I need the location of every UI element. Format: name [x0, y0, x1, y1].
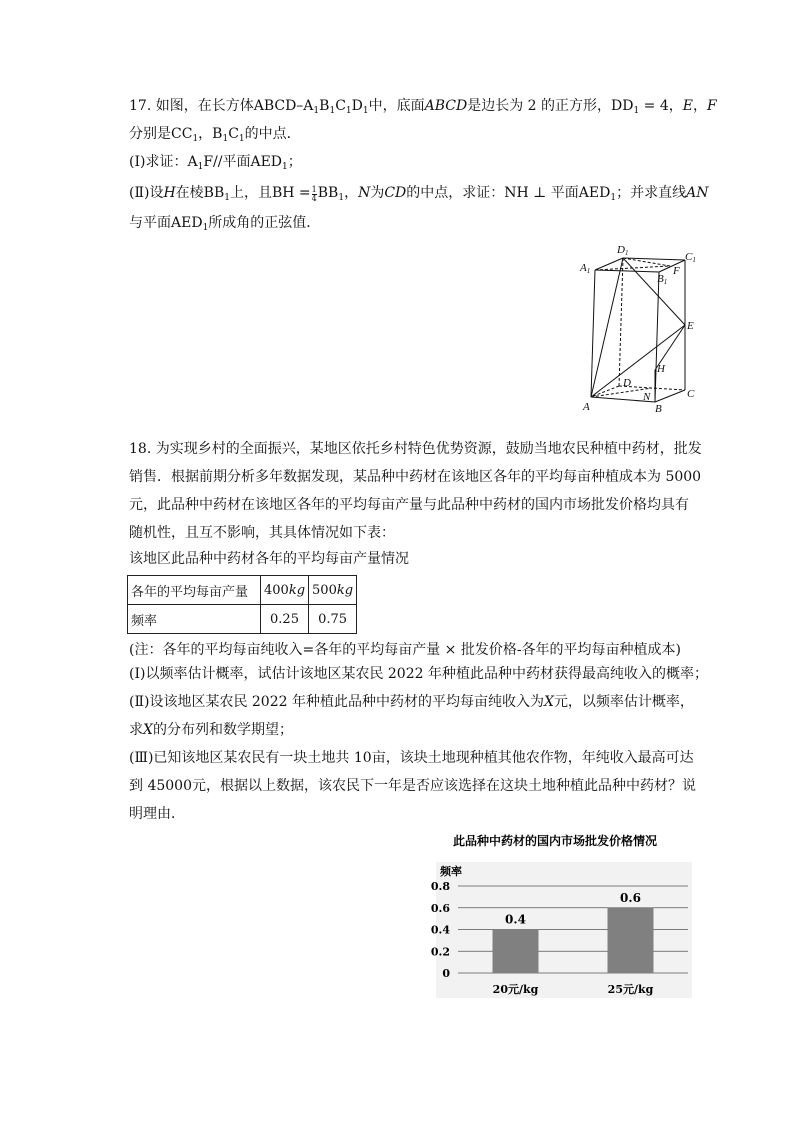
chart-y-tick-label: 0.8: [430, 880, 450, 893]
label-C1: C1: [685, 251, 696, 264]
table-cell: 0.75: [309, 605, 357, 634]
label-D1: D1: [617, 244, 629, 257]
table-row: [128, 576, 357, 605]
label-D: D: [623, 377, 631, 389]
q18-part-3-end: 明理由．: [129, 806, 185, 822]
chart-x-tick-label: 25元/kg: [607, 983, 654, 996]
table-cell: 0.25: [261, 605, 309, 634]
q17-part-2-cont: 与平面$AED_1$所成角的正弦值．: [129, 215, 321, 233]
label-N: N: [643, 391, 651, 403]
q18-line-2: 销售．根据前期分析多年数据发现，某品种中药材在该地区各年的平均每亩种植成本为 5000: [129, 469, 702, 485]
q17-line-2: 分别是$CC_1$，$B_1C_1$的中点．: [129, 126, 301, 144]
chart-x-tick-label: 20元/kg: [492, 983, 539, 996]
label-H: H: [657, 363, 665, 375]
label-E: E: [687, 320, 694, 332]
q18-table-caption: 该地区此品种中药材各年的平均每亩产量情况: [129, 551, 409, 567]
fraction-one-quarter: $\frac{1}{4}$: [311, 185, 317, 203]
table-header-cell: 400kg: [261, 576, 309, 605]
label-C: C: [687, 388, 695, 400]
q18-part-3: (Ⅲ)已知该地区某农民有一块土地共 10亩，该块土地现种植其他农作物，年纯收入最高可达: [129, 750, 694, 766]
yield-table: [127, 575, 357, 634]
chart-data-label: 0.4: [505, 912, 526, 927]
q18-line-3: 元，此品种中药材在该地区各年的平均每亩产量与此品种中药材的国内市场批发价格均具有: [129, 497, 689, 513]
chart-bar: [493, 930, 539, 974]
table-header-cell: 500kg: [309, 576, 357, 605]
price-bar-chart: [410, 828, 700, 1003]
chart-bar: [608, 908, 654, 973]
table-row: [128, 605, 357, 634]
q18-part-3-cont: 到 45000元，根据以上数据，该农民下一年是否应该选择在这块土地种植此品种中药材？说: [129, 778, 696, 794]
chart-y-tick-label: 0.4: [430, 923, 450, 937]
q17-part-2: (Ⅱ)设H在棱$BB_1$上，且BH = $\frac{1}{4}$ $BB_1$，N为CD的中点，求证：NH ⊥ 平面$AED_1$；并求直线AN: [129, 185, 709, 203]
chart-plot-bg: [436, 862, 692, 998]
q18-line-4: 随机性，且互不影响，其具体情况如下表：: [129, 525, 395, 541]
chart-y-label: 频率: [440, 865, 462, 878]
label-F: F: [673, 265, 680, 277]
chart-title: 此品种中药材的国内市场批发价格情况: [452, 834, 658, 848]
label-B: B: [655, 403, 662, 415]
table-cell: 频率: [128, 605, 261, 634]
q18-part-2-cont: 求X的分布列和数学期望；: [129, 722, 293, 738]
q18-part-2: (Ⅱ)设该地区某农民 2022 年种植此品种中药材的平均每亩纯收入为X元，以频率估计概率，: [129, 694, 694, 710]
q17-part-1: (Ⅰ)求证：$A_1F//$平面$AED_1$；: [129, 154, 302, 172]
label-A: A: [583, 401, 590, 413]
q18-part-1: (Ⅰ)以频率估计概率，试估计该地区某农民 2022 年种植此品种中药材获得最高纯收入的概率；: [129, 666, 708, 682]
label-A1: A1: [580, 262, 591, 275]
chart-data-label: 0.6: [620, 890, 641, 905]
chart-y-tick-label: 0.6: [430, 901, 450, 915]
q18-line-1: 18. 为实现乡村的全面振兴，某地区依托乡村特色优势资源，鼓励当地农民种植中药材，批发: [129, 441, 702, 457]
label-B1: B1: [657, 273, 668, 286]
chart-y-tick-label: 0: [442, 967, 450, 980]
chart-y-tick-label: 0.2: [430, 945, 450, 959]
table-header-cell: 各年的平均每亩产量: [128, 576, 261, 605]
q17-line-1: 17. 如图，在长方体ABCD–$A_1B_1C_1D_1$中，底面ABCD是边长为 2 的正方形，$DD_1 = 4$，E，F: [129, 98, 717, 116]
q18-note: (注：各年的平均每亩纯收入=各年的平均每亩产量 × 批发价格-各年的平均每亩种植成本): [129, 642, 682, 658]
cuboid-figure: [575, 240, 705, 418]
